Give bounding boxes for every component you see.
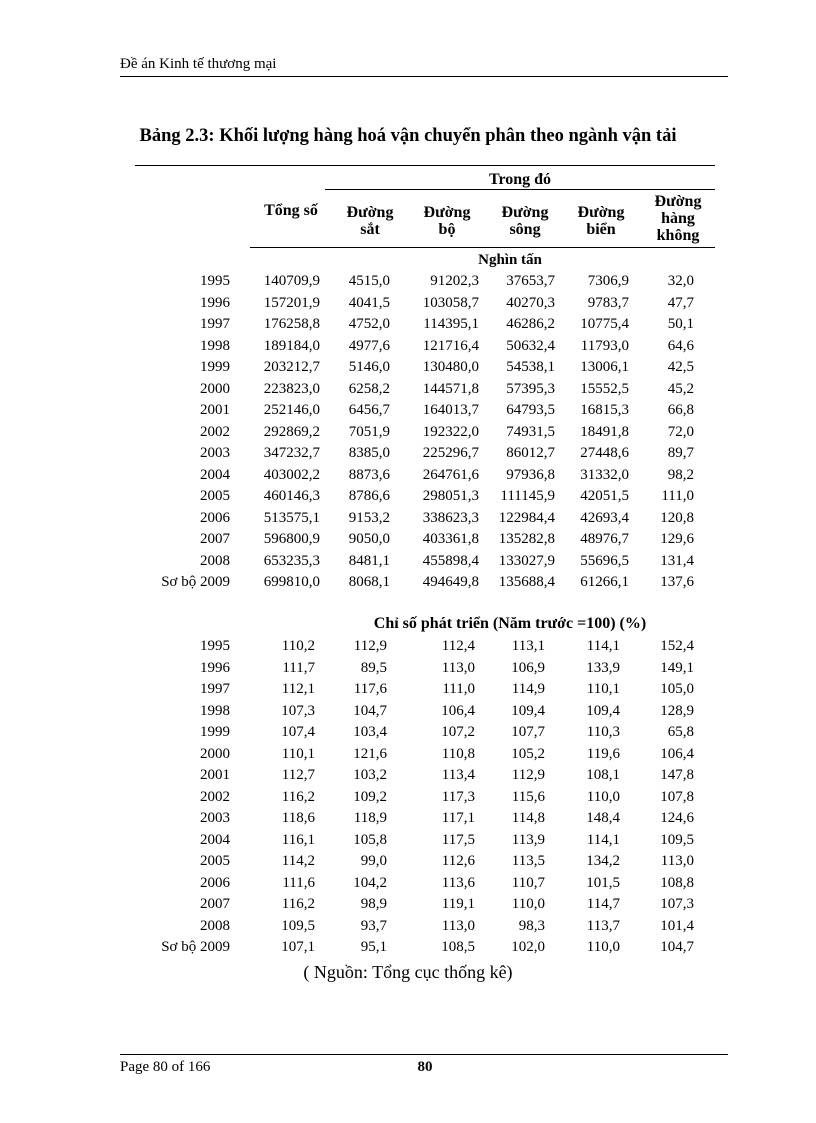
cell-road: 264761,6 bbox=[422, 466, 479, 483]
cell-road: 117,5 bbox=[441, 831, 475, 848]
column-header-road-line2: bộ bbox=[438, 221, 456, 238]
cell-total: 347232,7 bbox=[263, 445, 320, 461]
table-row bbox=[0, 486, 816, 508]
table-row bbox=[0, 314, 816, 336]
cell-river: 97936,8 bbox=[506, 466, 555, 483]
cell-year: 2002 bbox=[200, 788, 230, 805]
cell-rail: 8068,1 bbox=[348, 574, 390, 590]
cell-total: 223823,0 bbox=[263, 380, 320, 397]
cell-total: 107,1 bbox=[281, 939, 315, 955]
cell-rail: 99,0 bbox=[360, 853, 387, 869]
cell-total: 699810,0 bbox=[263, 574, 320, 590]
cell-sea: 110,3 bbox=[586, 724, 620, 740]
cell-total: 292869,2 bbox=[263, 423, 320, 440]
table-row bbox=[0, 937, 816, 959]
cell-sea: 110,1 bbox=[586, 681, 620, 697]
cell-sea: 61266,1 bbox=[580, 574, 629, 590]
cell-sea: 114,1 bbox=[586, 831, 620, 848]
cell-air: 108,8 bbox=[660, 874, 694, 891]
table-title: Bảng 2.3: Khối lượng hàng hoá vận chuyển phân theo ngành vận tải bbox=[139, 126, 677, 146]
cell-year: Sơ bộ 2009 bbox=[161, 574, 230, 590]
column-header-rail bbox=[335, 204, 405, 238]
cell-road: 117,3 bbox=[441, 788, 475, 805]
header-divider bbox=[120, 76, 728, 77]
cell-road: 111,0 bbox=[442, 681, 475, 697]
table-row bbox=[0, 636, 816, 658]
cell-rail: 8786,6 bbox=[348, 488, 390, 504]
cell-river: 112,9 bbox=[511, 767, 545, 783]
column-header-rail-line2: sắt bbox=[360, 221, 380, 238]
table-row bbox=[0, 787, 816, 809]
cell-sea: 108,1 bbox=[586, 767, 620, 783]
group-header-rule bbox=[325, 189, 715, 190]
cell-total: 403002,2 bbox=[263, 466, 320, 483]
cell-road: 110,8 bbox=[441, 745, 475, 762]
table-row bbox=[0, 744, 816, 766]
cell-sea: 110,0 bbox=[586, 939, 620, 955]
cell-year: 2005 bbox=[200, 488, 230, 504]
cell-air: 89,7 bbox=[667, 445, 694, 461]
table-row bbox=[0, 443, 816, 465]
cell-road: 117,1 bbox=[441, 810, 475, 826]
cell-year: 2001 bbox=[200, 402, 230, 418]
cell-rail: 4977,6 bbox=[348, 337, 390, 354]
cell-year: 2000 bbox=[200, 745, 230, 762]
volume-table-body bbox=[0, 271, 816, 594]
cell-year: 2003 bbox=[200, 445, 230, 461]
cell-air: 32,0 bbox=[667, 273, 694, 289]
source-note: ( Nguồn: Tổng cục thống kê) bbox=[303, 962, 513, 982]
cell-river: 115,6 bbox=[511, 788, 545, 805]
cell-sea: 119,6 bbox=[586, 745, 620, 762]
cell-total: 203212,7 bbox=[263, 359, 320, 375]
cell-total: 107,4 bbox=[281, 724, 315, 740]
cell-air: 137,6 bbox=[660, 574, 694, 590]
cell-air: 65,8 bbox=[667, 724, 694, 740]
cell-rail: 95,1 bbox=[360, 939, 387, 955]
column-header-rule bbox=[250, 247, 715, 248]
table-row bbox=[0, 379, 816, 401]
cell-road: 338623,3 bbox=[422, 509, 479, 526]
cell-road: 225296,7 bbox=[422, 445, 479, 461]
cell-air: 72,0 bbox=[667, 423, 694, 440]
cell-rail: 117,6 bbox=[353, 681, 387, 697]
cell-sea: 42693,4 bbox=[580, 509, 629, 526]
cell-river: 37653,7 bbox=[506, 273, 555, 289]
cell-total: 112,7 bbox=[281, 767, 315, 783]
cell-total: 513575,1 bbox=[263, 509, 320, 526]
cell-rail: 105,8 bbox=[353, 831, 387, 848]
cell-total: 157201,9 bbox=[263, 294, 320, 311]
cell-air: 113,0 bbox=[660, 853, 694, 869]
cell-river: 109,4 bbox=[511, 702, 545, 719]
column-header-road-line1: Đường bbox=[423, 204, 471, 221]
cell-river: 64793,5 bbox=[506, 402, 555, 418]
cell-river: 40270,3 bbox=[506, 294, 555, 311]
cell-total: 189184,0 bbox=[263, 337, 320, 354]
cell-rail: 4752,0 bbox=[348, 316, 390, 332]
cell-air: 66,8 bbox=[667, 402, 694, 418]
cell-rail: 4041,5 bbox=[348, 294, 390, 311]
cell-air: 149,1 bbox=[660, 659, 694, 676]
cell-river: 106,9 bbox=[511, 659, 545, 676]
cell-rail: 6456,7 bbox=[348, 402, 390, 418]
cell-river: 105,2 bbox=[511, 745, 545, 762]
cell-sea: 9783,7 bbox=[587, 294, 629, 311]
cell-sea: 110,0 bbox=[586, 788, 620, 805]
cell-rail: 5146,0 bbox=[348, 359, 390, 375]
cell-air: 124,6 bbox=[660, 810, 694, 826]
column-header-air-line2: hàng bbox=[661, 210, 695, 227]
cell-year: 1999 bbox=[200, 359, 230, 375]
cell-river: 111145,9 bbox=[500, 488, 555, 504]
cell-total: 118,6 bbox=[281, 810, 315, 826]
table-row bbox=[0, 679, 816, 701]
cell-road: 91202,3 bbox=[430, 273, 479, 289]
cell-river: 98,3 bbox=[518, 917, 545, 934]
table-row bbox=[0, 894, 816, 916]
cell-air: 111,0 bbox=[661, 488, 694, 504]
cell-sea: 134,2 bbox=[586, 853, 620, 869]
cell-rail: 9153,2 bbox=[348, 509, 390, 526]
cell-road: 403361,8 bbox=[422, 531, 479, 547]
cell-road: 107,2 bbox=[441, 724, 475, 740]
cell-year: 1996 bbox=[200, 659, 230, 676]
cell-sea: 18491,8 bbox=[580, 423, 629, 440]
cell-year: 1995 bbox=[200, 273, 230, 289]
page-number: 80 bbox=[417, 1059, 433, 1075]
cell-sea: 133,9 bbox=[586, 659, 620, 676]
cell-river: 113,1 bbox=[511, 638, 545, 654]
cell-air: 104,7 bbox=[660, 939, 694, 955]
cell-sea: 114,1 bbox=[586, 638, 620, 654]
table-row bbox=[0, 465, 816, 487]
cell-air: 64,6 bbox=[667, 337, 694, 354]
column-header-river-line1: Đường bbox=[501, 204, 549, 221]
cell-river: 114,8 bbox=[511, 810, 545, 826]
table-row bbox=[0, 271, 816, 293]
cell-sea: 148,4 bbox=[586, 810, 620, 826]
cell-sea: 42051,5 bbox=[580, 488, 629, 504]
cell-total: 116,1 bbox=[281, 831, 315, 848]
cell-sea: 13006,1 bbox=[580, 359, 629, 375]
cell-road: 113,4 bbox=[441, 767, 475, 783]
column-header-air-line1: Đường bbox=[654, 193, 702, 210]
cell-road: 103058,7 bbox=[422, 294, 479, 311]
index-section-label: Chỉ số phát triển (Năm trước =100) (%) bbox=[373, 615, 647, 632]
table-row bbox=[0, 851, 816, 873]
cell-road: 119,1 bbox=[441, 896, 475, 912]
cell-river: 46286,2 bbox=[506, 316, 555, 332]
table-row bbox=[0, 765, 816, 787]
cell-air: 131,4 bbox=[660, 552, 694, 569]
cell-road: 130480,0 bbox=[422, 359, 479, 375]
cell-air: 50,1 bbox=[667, 316, 694, 332]
cell-total: 109,5 bbox=[281, 917, 315, 934]
cell-rail: 8873,6 bbox=[348, 466, 390, 483]
group-header-trong-do: Trong đó bbox=[488, 171, 552, 188]
cell-river: 86012,7 bbox=[506, 445, 555, 461]
cell-total: 116,2 bbox=[281, 788, 315, 805]
cell-air: 101,4 bbox=[660, 917, 694, 934]
cell-road: 113,6 bbox=[441, 874, 475, 891]
cell-total: 107,3 bbox=[281, 702, 315, 719]
cell-road: 144571,8 bbox=[422, 380, 479, 397]
cell-rail: 118,9 bbox=[353, 810, 387, 826]
cell-total: 111,7 bbox=[282, 659, 315, 676]
cell-rail: 104,7 bbox=[353, 702, 387, 719]
column-header-sea-line2: biển bbox=[586, 221, 616, 238]
cell-sea: 113,7 bbox=[586, 917, 620, 934]
cell-rail: 9050,0 bbox=[348, 531, 390, 547]
cell-rail: 98,9 bbox=[360, 896, 387, 912]
cell-year: 2007 bbox=[200, 896, 230, 912]
cell-river: 114,9 bbox=[511, 681, 545, 697]
cell-total: 116,2 bbox=[281, 896, 315, 912]
cell-rail: 103,4 bbox=[353, 724, 387, 740]
cell-river: 54538,1 bbox=[506, 359, 555, 375]
cell-total: 111,6 bbox=[282, 874, 315, 891]
cell-total: 460146,3 bbox=[263, 488, 320, 504]
cell-total: 176258,8 bbox=[263, 316, 320, 332]
column-header-river bbox=[490, 204, 560, 238]
cell-road: 121716,4 bbox=[422, 337, 479, 354]
cell-year: 2000 bbox=[200, 380, 230, 397]
cell-road: 112,4 bbox=[441, 638, 475, 654]
cell-road: 112,6 bbox=[441, 853, 475, 869]
cell-rail: 93,7 bbox=[360, 917, 387, 934]
page-header-title: Đề án Kinh tế thương mại bbox=[120, 56, 277, 72]
cell-river: 74931,5 bbox=[506, 423, 555, 440]
cell-total: 110,1 bbox=[281, 745, 315, 762]
cell-rail: 121,6 bbox=[353, 745, 387, 762]
cell-year: 2001 bbox=[200, 767, 230, 783]
cell-year: 2004 bbox=[200, 466, 230, 483]
cell-air: 107,3 bbox=[660, 896, 694, 912]
table-row bbox=[0, 916, 816, 938]
cell-river: 50632,4 bbox=[506, 337, 555, 354]
cell-air: 128,9 bbox=[660, 702, 694, 719]
index-table-body bbox=[0, 636, 816, 959]
cell-sea: 31332,0 bbox=[580, 466, 629, 483]
cell-rail: 7051,9 bbox=[348, 423, 390, 440]
table-row bbox=[0, 808, 816, 830]
cell-year: 2006 bbox=[200, 874, 230, 891]
cell-rail: 8481,1 bbox=[348, 552, 390, 569]
cell-year: 2003 bbox=[200, 810, 230, 826]
table-row bbox=[0, 400, 816, 422]
cell-year: 2004 bbox=[200, 831, 230, 848]
table-row bbox=[0, 529, 816, 551]
table-row bbox=[0, 422, 816, 444]
cell-river: 102,0 bbox=[511, 939, 545, 955]
cell-rail: 112,9 bbox=[353, 638, 387, 654]
cell-year: 2007 bbox=[200, 531, 230, 547]
cell-total: 653235,3 bbox=[263, 552, 320, 569]
cell-total: 596800,9 bbox=[263, 531, 320, 547]
cell-sea: 109,4 bbox=[586, 702, 620, 719]
column-header-air bbox=[643, 193, 713, 244]
table-row bbox=[0, 551, 816, 573]
cell-sea: 55696,5 bbox=[580, 552, 629, 569]
cell-rail: 8385,0 bbox=[348, 445, 390, 461]
cell-air: 45,2 bbox=[667, 380, 694, 397]
cell-road: 164013,7 bbox=[422, 402, 479, 418]
cell-total: 252146,0 bbox=[263, 402, 320, 418]
cell-river: 107,7 bbox=[511, 724, 545, 740]
cell-air: 47,7 bbox=[667, 294, 694, 311]
cell-road: 298051,3 bbox=[422, 488, 479, 504]
cell-sea: 27448,6 bbox=[580, 445, 629, 461]
cell-air: 129,6 bbox=[660, 531, 694, 547]
cell-rail: 103,2 bbox=[353, 767, 387, 783]
table-row bbox=[0, 336, 816, 358]
cell-river: 110,7 bbox=[511, 874, 545, 891]
cell-sea: 7306,9 bbox=[587, 273, 629, 289]
cell-rail: 4515,0 bbox=[348, 273, 390, 289]
cell-sea: 15552,5 bbox=[580, 380, 629, 397]
cell-sea: 16815,3 bbox=[580, 402, 629, 418]
cell-river: 135688,4 bbox=[498, 574, 555, 590]
cell-road: 114395,1 bbox=[423, 316, 479, 332]
cell-sea: 10775,4 bbox=[580, 316, 629, 332]
cell-year: 1995 bbox=[200, 638, 230, 654]
cell-air: 98,2 bbox=[667, 466, 694, 483]
table-row bbox=[0, 701, 816, 723]
cell-year: 1998 bbox=[200, 337, 230, 354]
column-header-sea-line1: Đường bbox=[577, 204, 625, 221]
cell-river: 113,5 bbox=[511, 853, 545, 869]
column-header-sea bbox=[566, 204, 636, 238]
cell-year: 1997 bbox=[200, 681, 230, 697]
cell-rail: 6258,2 bbox=[348, 380, 390, 397]
cell-rail: 89,5 bbox=[360, 659, 387, 676]
cell-rail: 104,2 bbox=[353, 874, 387, 891]
cell-total: 110,2 bbox=[281, 638, 315, 654]
cell-total: 114,2 bbox=[281, 853, 315, 869]
cell-total: 140709,9 bbox=[263, 273, 320, 289]
cell-year: 1998 bbox=[200, 702, 230, 719]
table-row bbox=[0, 873, 816, 895]
table-row bbox=[0, 508, 816, 530]
cell-year: 2008 bbox=[200, 552, 230, 569]
cell-year: 1997 bbox=[200, 316, 230, 332]
cell-total: 112,1 bbox=[281, 681, 315, 697]
cell-road: 494649,8 bbox=[422, 574, 479, 590]
cell-sea: 114,7 bbox=[586, 896, 620, 912]
table-row bbox=[0, 357, 816, 379]
cell-road: 113,0 bbox=[441, 659, 475, 676]
cell-year: 1996 bbox=[200, 294, 230, 311]
column-header-road bbox=[412, 204, 482, 238]
cell-air: 42,5 bbox=[667, 359, 694, 375]
cell-year: Sơ bộ 2009 bbox=[161, 939, 230, 955]
cell-river: 113,9 bbox=[511, 831, 545, 848]
cell-year: 1999 bbox=[200, 724, 230, 740]
column-header-total: Tổng số bbox=[264, 202, 318, 219]
cell-air: 120,8 bbox=[660, 509, 694, 526]
cell-sea: 48976,7 bbox=[580, 531, 629, 547]
cell-river: 133027,9 bbox=[498, 552, 555, 569]
cell-road: 455898,4 bbox=[422, 552, 479, 569]
cell-air: 107,8 bbox=[660, 788, 694, 805]
cell-river: 57395,3 bbox=[506, 380, 555, 397]
column-header-river-line2: sông bbox=[509, 221, 541, 238]
cell-rail: 109,2 bbox=[353, 788, 387, 805]
cell-air: 105,0 bbox=[660, 681, 694, 697]
cell-air: 109,5 bbox=[660, 831, 694, 848]
cell-year: 2002 bbox=[200, 423, 230, 440]
cell-air: 147,8 bbox=[660, 767, 694, 783]
table-row bbox=[0, 722, 816, 744]
table-row bbox=[0, 293, 816, 315]
cell-year: 2005 bbox=[200, 853, 230, 869]
column-header-air-line3: không bbox=[656, 227, 700, 244]
cell-road: 108,5 bbox=[441, 939, 475, 955]
cell-air: 152,4 bbox=[660, 638, 694, 654]
page-count: Page 80 of 166 bbox=[120, 1059, 211, 1075]
cell-year: 2008 bbox=[200, 917, 230, 934]
table-row bbox=[0, 572, 816, 594]
cell-road: 113,0 bbox=[441, 917, 475, 934]
cell-year: 2006 bbox=[200, 509, 230, 526]
footer-divider bbox=[120, 1054, 728, 1055]
unit-label: Nghìn tấn bbox=[478, 252, 542, 268]
cell-river: 110,0 bbox=[511, 896, 545, 912]
cell-river: 135282,8 bbox=[498, 531, 555, 547]
table-top-rule bbox=[135, 165, 715, 166]
table-row bbox=[0, 658, 816, 680]
cell-sea: 11793,0 bbox=[580, 337, 629, 354]
cell-road: 106,4 bbox=[441, 702, 475, 719]
cell-sea: 101,5 bbox=[586, 874, 620, 891]
cell-river: 122984,4 bbox=[498, 509, 555, 526]
cell-air: 106,4 bbox=[660, 745, 694, 762]
cell-road: 192322,0 bbox=[422, 423, 479, 440]
table-row bbox=[0, 830, 816, 852]
column-header-rail-line1: Đường bbox=[346, 204, 394, 221]
